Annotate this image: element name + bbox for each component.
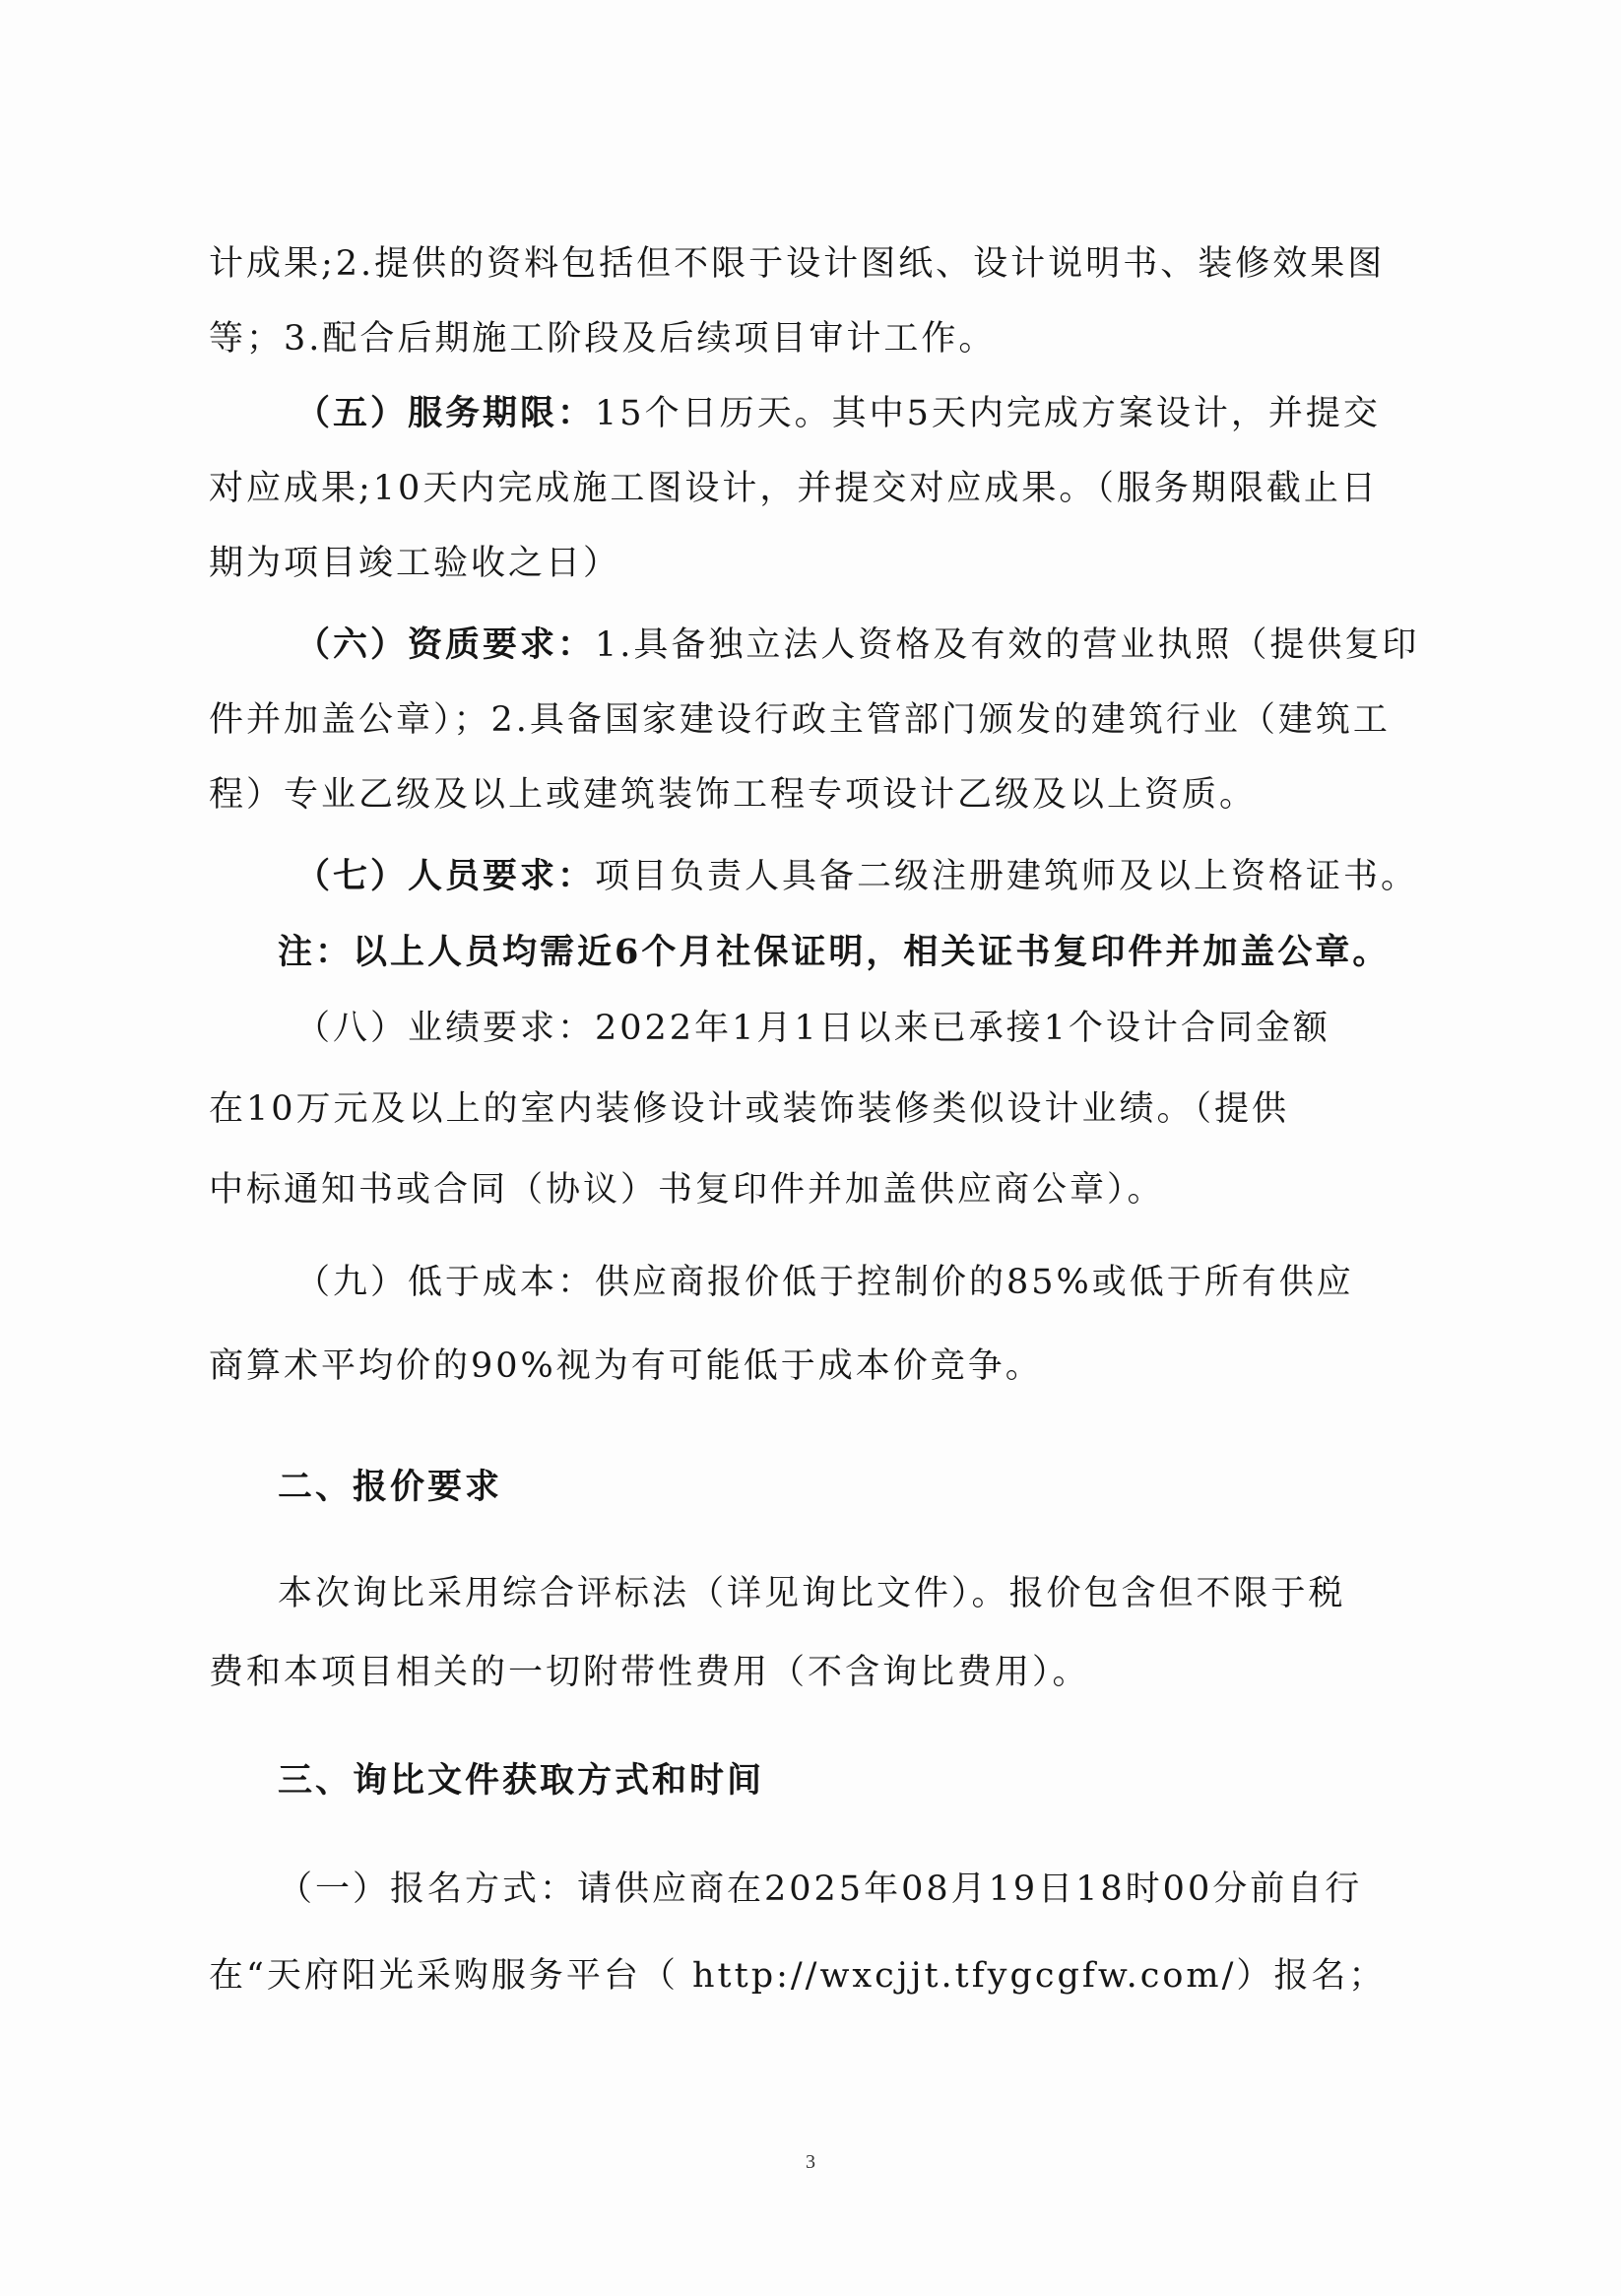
section-five-title: 服务期限： [408,393,596,433]
paragraph-line: 本次询比采用综合评标法（详见询比文件）。报价包含但不限于税 [278,1574,1346,1613]
heading-document-acquisition: 三、询比文件获取方式和时间 [278,1760,765,1801]
paragraph-line: 等；3.配合后期施工阶段及后续项目审计工作。 [209,319,997,359]
section-five-label: （五） [295,393,409,433]
section-seven-label: （七） [295,856,409,896]
section-eight-line: （八）业绩要求：2022年1月1日以来已承接1个设计合同金额 [295,1009,1330,1048]
note-line: 注：以上人员均需近6个月社保证明，相关证书复印件并加盖公章。 [278,932,1391,972]
section-seven-text: 项目负责人具备二级注册建筑师及以上资格证书。 [595,857,1419,896]
paragraph-line: 费和本项目相关的一切附带性费用（不含询比费用）。 [209,1653,1090,1692]
section-five-text: 15个日历天。其中5天内完成方案设计，并提交 [595,394,1381,433]
paragraph-line: 在“天府阳光采购服务平台（ http://wxcjjt.tfygcgfw.com/）报名； [209,1956,1387,1996]
paragraph-line: 程）专业乙级及以上或建筑装饰工程专项设计乙级及以上资质。 [209,775,1258,815]
section-nine-line: （九）低于成本：供应商报价低于控制价的85%或低于所有供应 [295,1263,1354,1302]
paragraph-line: 在10万元及以上的室内装修设计或装饰装修类似设计业绩。（提供 [209,1089,1290,1129]
section-six-title: 资质要求： [408,624,596,665]
paragraph-line: 对应成果;10天内完成施工图设计，并提交对应成果。（服务期限截止日 [209,469,1379,508]
section-registration-line: （一）报名方式：请供应商在2025年08月19日18时00分前自行 [278,1870,1363,1909]
section-six-label: （六） [295,624,409,665]
paragraph-line: 中标通知书或合同（协议）书复印件并加盖供应商公章）。 [209,1170,1165,1210]
page-number: 3 [806,2151,815,2173]
heading-quote-requirements: 二、报价要求 [278,1467,503,1507]
paragraph-line: 期为项目竣工验收之日） [209,544,621,583]
section-six-text: 1.具备独立法人资格及有效的营业执照（提供复印 [595,625,1420,665]
section-seven-title: 人员要求： [408,856,596,896]
section-seven-line [295,854,1418,899]
paragraph-line: 计成果;2.提供的资料包括但不限于设计图纸、设计说明书、装修效果图 [209,244,1386,284]
paragraph-line: 件并加盖公章）；2.具备国家建设行政主管部门颁发的建筑行业（建筑工 [209,700,1391,740]
paragraph-line: 商算术平均价的90%视为有可能低于成本价竞争。 [209,1346,1043,1386]
section-six-line [295,623,1419,668]
section-five-line [295,391,1381,436]
